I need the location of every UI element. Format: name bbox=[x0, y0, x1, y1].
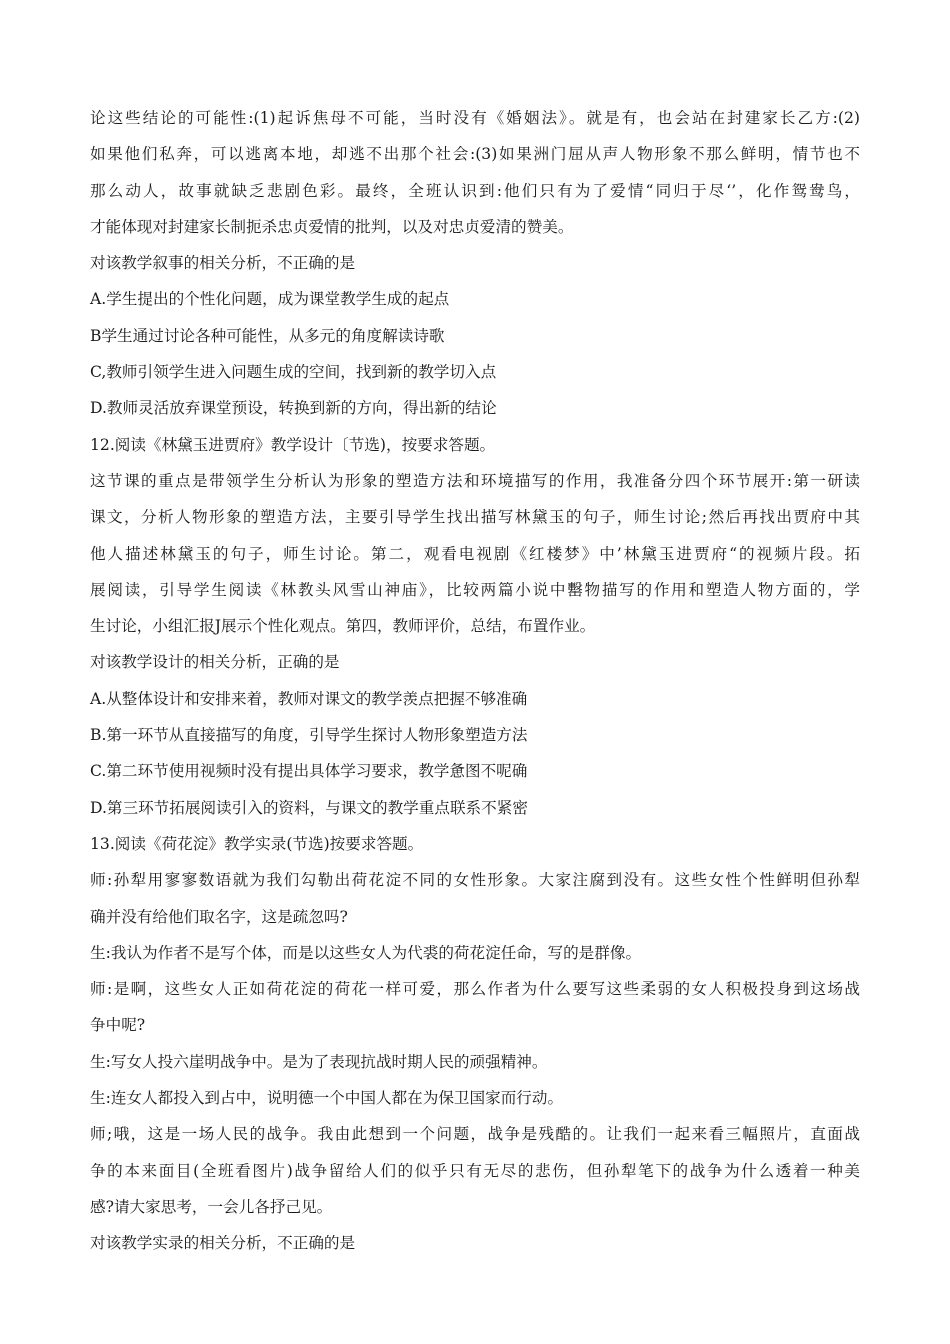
text-line: D.第三环节拓展阅读引入的资料，与课文的教学重点联系不紧密 bbox=[90, 798, 528, 817]
text-line: 对该教学实录的相关分析，不正确的是 bbox=[90, 1234, 356, 1253]
text-line: 生:我认为作者不是写个体，而是以这些女人为代裘的荷花淀任命，写的是群像。 bbox=[90, 943, 642, 962]
text-line: 生:连女人都投入到占中，说明德一个中国人都在为保卫国家而行动。 bbox=[90, 1089, 564, 1108]
document-page bbox=[90, 100, 860, 1262]
text-line: A.学生提出的个性化问题，成为课堂教学生成的起点 bbox=[90, 290, 450, 309]
text-line: D.教师灵活放弃课堂预设，转换到新的方向，得出新的结论 bbox=[90, 399, 497, 418]
text-line: C,教师引领学生进入问题生成的空间，找到新的教学切入点 bbox=[90, 363, 497, 382]
text-line: 展阅读，引导学生阅读《林教头风雪山神庙》，比较两篇小说中罊物描写的作用和塑造人物方面的，学 bbox=[90, 580, 860, 599]
text-line: 确并没有给他们取名字，这是疏忽吗? bbox=[90, 907, 348, 926]
text-line: 那么动人，故事就缺乏悲剧色彩。最终，全班认识到:他们只有为了爱情“同归于尽‘’，化作鸳鸯鸟， bbox=[90, 181, 860, 200]
text-line: 生:写女人投六崖明战争中。是为了表现抗战时期人民的顽强精神。 bbox=[90, 1052, 548, 1071]
text-line: 师:是啊，这些女人正如荷花淀的荷花一样可爱，那么作者为什么要写这些柔弱的女人积极投身到这场战 bbox=[90, 980, 860, 999]
text-line: 对该教学叙事的相关分析，不正确的是 bbox=[90, 254, 356, 273]
text-line: 对该教学设计的相关分析，正确的是 bbox=[90, 653, 340, 672]
text-line: 师;哦，这是一场人民的战争。我由此想到一个问题，战争是残酷的。让我们一起来看三幅照片，直面战 bbox=[90, 1125, 860, 1144]
text-line: C.第二环节使用视频时没有提出具体学习要求，教学惫图不呢确 bbox=[90, 762, 528, 781]
text-line: B.第一环节从直接描写的角度，引导学生探讨人物形象塑造方法 bbox=[90, 726, 528, 745]
text-line: 生讨论，小组汇报J展示个性化观点。第四，教师评价，总结，布置作业。 bbox=[90, 617, 596, 636]
text-line: 这节课的重点是带领学生分析认为形象的塑造方法和环境描写的作用，我准备分四个环节展开:第一研读 bbox=[90, 471, 860, 490]
text-line: A.从整体设计和安排来着，教师对课文的教学羡点把握不够准确 bbox=[90, 689, 528, 708]
text-line: 感?请大家思考，一会儿各抒己见。 bbox=[90, 1197, 333, 1216]
text-line: 他人描述林黛玉的句子，师生讨论。第二，观看电视剧《红楼梦》中’林黛玉进贾府“的视频片段。拓 bbox=[90, 544, 860, 563]
text-line: 课文，分析人物形象的塑造方法，主要引导学生找出描写林黛玉的句子，师生讨论;然后再找出贾府中其 bbox=[90, 508, 860, 527]
text-line: 13.阅读《荷花淀》教学实录(节选)按要求答题。 bbox=[90, 834, 424, 853]
text-line: B学生通过讨论各种可能性，从多元的角度解读诗歌 bbox=[90, 326, 445, 345]
text-line: 如果他们私奔，可以逃离本地，却逃不出那个社会:(3)如果洲门屈从声人物形象不那么鲜明，情节也不 bbox=[90, 145, 860, 164]
text-line: 12.阅读《林黛玉进贾府》教学设计〔节选)，按要求答题。 bbox=[90, 435, 496, 454]
text-line: 争的本来面目(全班看图片)战争留给人们的似乎只有无尽的悲伤，但孙犁笔下的战争为什么透着一种美 bbox=[90, 1161, 860, 1180]
text-line: 才能体现对封建家长制扼杀忠贞爱情的批判，以及对忠贞爱清的赞美。 bbox=[90, 217, 574, 236]
text-line: 论这些结论的可能性:(1)起诉焦母不可能，当时没有《婚姻法》。就是有，也会站在封建家长乙方:(2) bbox=[90, 109, 860, 127]
text-line: 师:孙犁用寥寥数语就为我们勾勒出荷花淀不同的女性形象。大家注腐到没有。这些女性个性鲜明但孙犁 bbox=[90, 871, 860, 890]
text-line: 争中呢? bbox=[90, 1016, 146, 1035]
